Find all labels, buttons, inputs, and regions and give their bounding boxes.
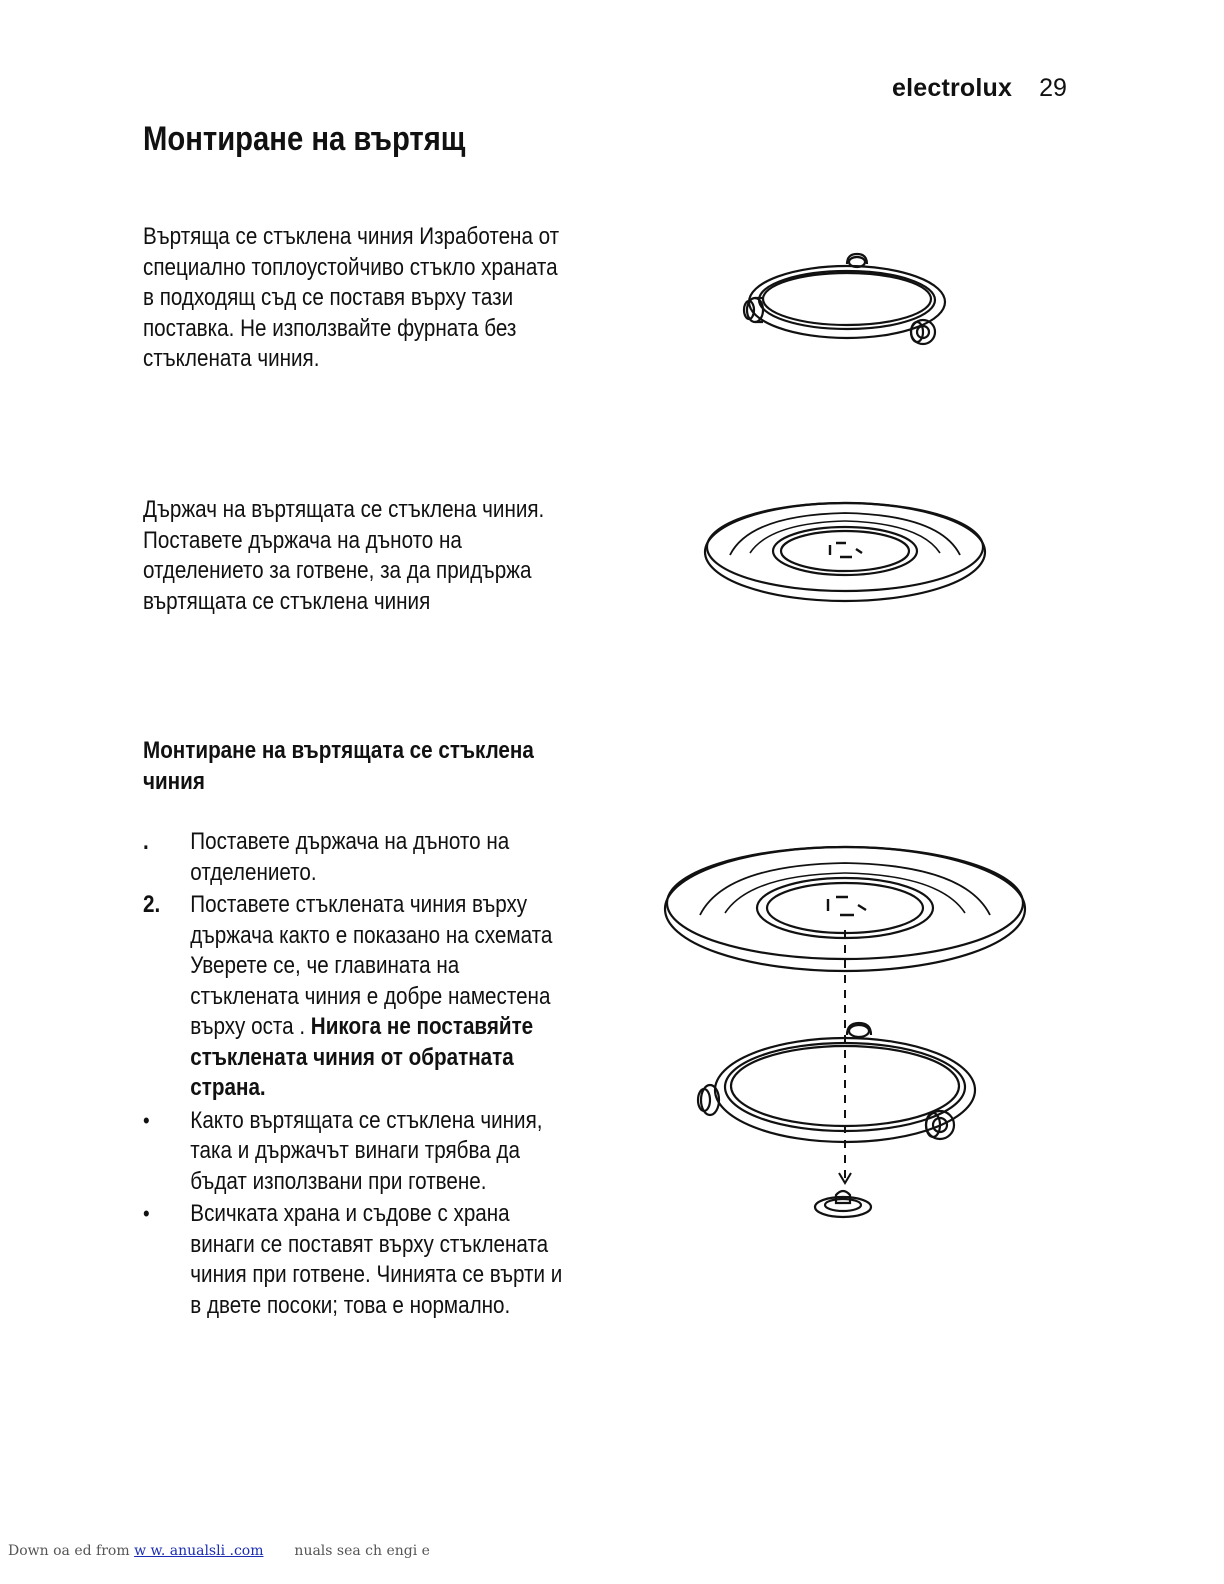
text-line: Всичката храна и съдове с храна <box>190 1200 510 1227</box>
text-line: въртящата се стъклена чиния <box>143 587 431 615</box>
list-item <box>143 827 607 888</box>
page-header <box>892 74 1067 103</box>
roller-ring-description <box>143 222 590 375</box>
text-line: чиния при готвене. Чинията се върти и <box>190 1261 563 1288</box>
text-line: специално топлоустойчиво стъкло храната <box>143 253 558 281</box>
text-line: Поставете стъклената чиния върху <box>190 891 528 918</box>
brand-logo: electrolux <box>892 74 1013 102</box>
text-line: така и държачът винаги трябва да <box>190 1137 520 1164</box>
text-line: отделението за готвене, за да придържа <box>143 557 532 584</box>
instruction-list <box>143 827 607 1323</box>
text-line <box>190 1012 607 1043</box>
footer-prefix: Down oa ed from <box>8 1543 135 1559</box>
text-line: държача както е показано на схемата <box>190 921 553 949</box>
page-number: 29 <box>1039 74 1067 102</box>
list-item <box>143 890 607 1104</box>
list-item <box>143 1106 607 1198</box>
text-line: в подходящ съд се поставя върху тази <box>143 284 514 311</box>
text-line: отделението. <box>190 858 317 886</box>
text-line: бъдат използвани при готвене. <box>190 1167 487 1195</box>
warning-text: Никога не поставяйте <box>310 1013 534 1040</box>
bullet-icon: • <box>143 1107 150 1133</box>
list-marker: 2. <box>143 891 161 918</box>
text-line: стъклената чиния. <box>143 345 320 372</box>
text-line: Поставете държача на дъното на <box>143 526 462 554</box>
text-line: Поставете държача на дъното на <box>190 828 510 855</box>
plain-text: върху оста . <box>190 1013 311 1040</box>
text-line: стъклената чиния е добре наместена <box>190 982 551 1010</box>
roller-ring-illustration <box>735 250 960 350</box>
text-line: Въртяща се стъклена чиния Изработена от <box>143 223 560 250</box>
page-title: Монтиране на въртящ <box>143 120 466 158</box>
text-line: винаги се поставят върху стъклената <box>190 1230 549 1258</box>
footer-link[interactable]: w w. anualsli .com <box>134 1543 264 1559</box>
glass-tray-illustration <box>700 495 990 610</box>
section-heading <box>143 736 534 797</box>
text-line: Както въртящата се стъклена чиния, <box>190 1106 543 1134</box>
holder-description <box>143 495 590 617</box>
text-line: поставка. Не използвайте фурната без <box>143 314 517 342</box>
assembly-illustration <box>660 835 1035 1225</box>
warning-text: страна. <box>190 1074 266 1101</box>
heading-line: чиния <box>143 767 205 795</box>
warning-text: стъклената чиния от обратната <box>190 1043 514 1071</box>
footer-suffix: nuals sea ch engi e <box>294 1543 430 1559</box>
list-marker: . <box>143 828 149 855</box>
download-footer <box>8 1543 430 1559</box>
list-item <box>143 1199 607 1321</box>
text-line: Държач на въртящата се стъклена чиния. <box>143 496 545 523</box>
text-line: в двете посоки; това е нормално. <box>190 1291 511 1319</box>
bullet-icon: • <box>143 1201 150 1226</box>
heading-line: Монтиране на въртящата се стъклена <box>143 737 534 764</box>
text-line: Уверете се, че главината на <box>190 952 460 979</box>
